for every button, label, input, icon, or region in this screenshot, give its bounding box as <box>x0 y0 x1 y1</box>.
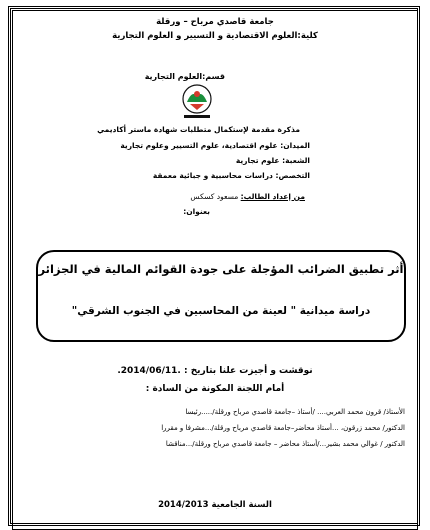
field-line: الميدان: علوم اقتصادية، علوم التسيير وعلوم تجارية <box>120 141 310 150</box>
university-name: جامعة قاصدي مرباح – ورقلة <box>156 17 274 27</box>
jury-member-supervisor: الدكتور/ محمد زرقون، ...أستاذ محاضر–جامعة قاصدي مرباح ورقلة/...مشرفا و مقررا <box>161 424 405 432</box>
memo-statement: مذكرة مقدمة لإستكمال متطلبات شهادة ماستر أكاديمي <box>97 125 300 134</box>
author-name: مسعود كسكس <box>190 192 239 201</box>
titled-label: بعنوان: <box>183 207 210 216</box>
specialty-line: التخصص: دراسات محاسبية و جبائية معمقة <box>152 171 310 180</box>
thesis-subtitle: دراسة ميدانية " لعينة من المحاسبين في الجنوب الشرقي" <box>71 305 371 317</box>
academic-year: السنة الجامعية 2014/2013 <box>158 500 272 510</box>
author-label: من إعداد الطالب: <box>240 192 305 201</box>
faculty-name: كلية:العلوم الاقتصادية و التسيير و العلوم التجارية <box>112 31 318 41</box>
jury-member-chair: الأستاذ/ قرون محمد العربي.... /أستاذ –جامعة قاصدي مرباح ورقلة/.....رئيسا <box>185 408 405 416</box>
author-line <box>190 192 305 201</box>
branch-line: الشعبة: علوم تجارية <box>235 156 310 165</box>
thesis-title: أثر تطبيق الضرائب المؤجلة على جودة القوائم المالية في الجزائر <box>38 262 404 276</box>
defense-date: نوقشت و أجيزت علنا بتاريخ : .2014/06/11. <box>117 366 313 376</box>
jury-member-examiner: الدكتور / غوالي محمد بشير.../أستاذ محاضر – جامعة قاصدي مرباح ورقلة/...مناقشا <box>165 440 405 448</box>
jury-intro: أمام اللجنة المكونة من السادة : <box>145 384 285 394</box>
department-name: قسم:العلوم التجارية <box>144 72 225 81</box>
university-emblem-icon <box>178 82 216 122</box>
